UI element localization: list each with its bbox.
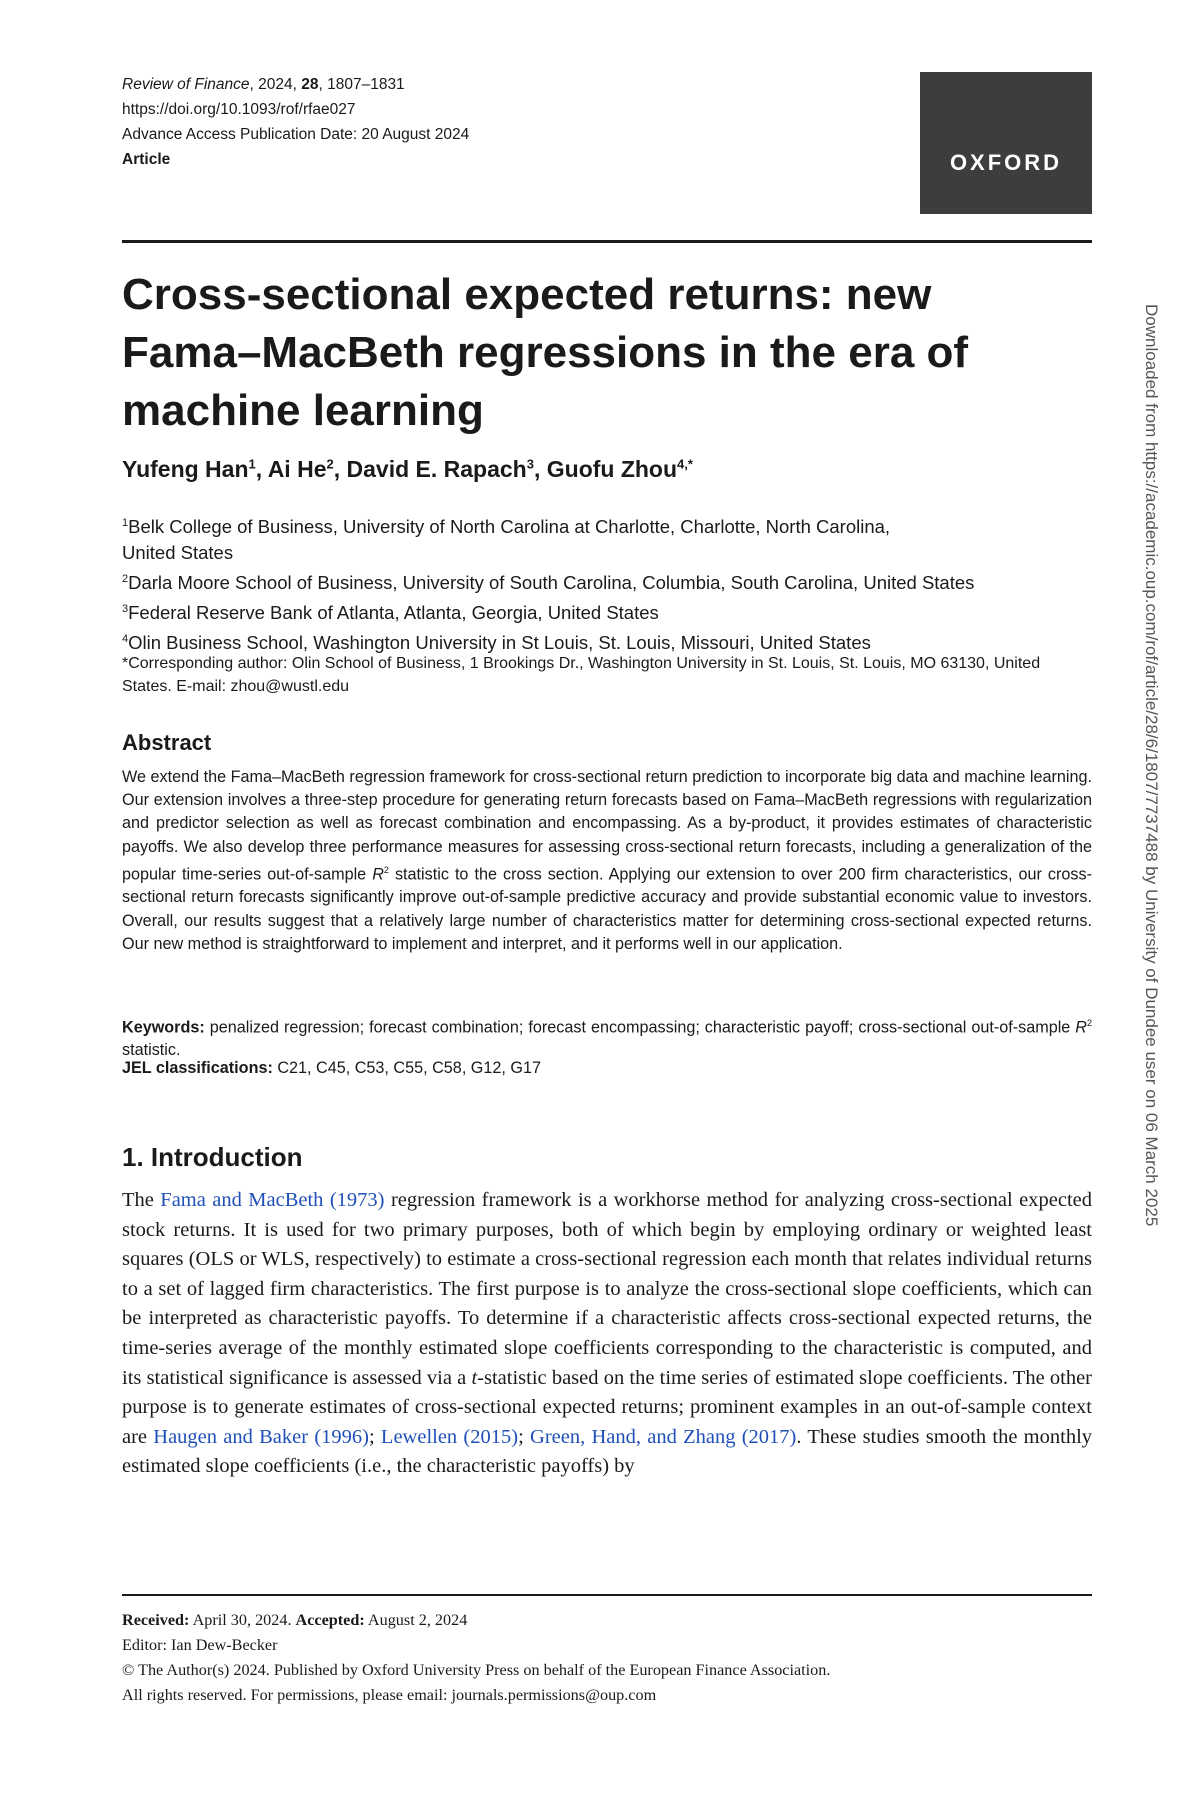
author-name[interactable]: Guofu Zhou (546, 456, 678, 482)
page-range: , 1807–1831 (318, 76, 405, 93)
jel-label: JEL classifications: (122, 1059, 273, 1077)
author-affiliation-mark: 2 (326, 456, 334, 472)
volume-year: , 2024, (249, 76, 302, 93)
copyright-line: © The Author(s) 2024. Published by Oxford University Press on behalf of the European Finance Association. (122, 1661, 831, 1679)
affiliation-continuation: United States (122, 542, 234, 564)
affiliation: $^4$Olin Business School, Washington University in St Louis, St. Louis, Missouri, United States (122, 632, 871, 654)
citation-link[interactable]: Green, Hand, and Zhang (2017) (530, 1425, 797, 1448)
author-name[interactable]: Yufeng Han (122, 456, 249, 482)
jel-classifications: JEL classifications: C21, C45, C53, C55, C58, G12, G17 (122, 1059, 541, 1077)
permissions-line: All rights reserved. For permissions, please email: journals.permissions@oup.com (122, 1686, 657, 1704)
author-affiliation-mark: 4,* (677, 456, 693, 472)
journal-name: Review of Finance (122, 76, 250, 93)
article-title: Cross-sectional expected returns: new Fama–MacBeth regressions in the era of machine learning (122, 270, 969, 435)
journal-header (122, 72, 742, 172)
affiliations (122, 510, 1082, 657)
citation-link[interactable]: Lewellen (2015) (380, 1425, 519, 1448)
author-name[interactable]: Ai He (267, 456, 327, 482)
introduction-paragraph: The Fama and MacBeth (1973) regression framework is a workhorse method for analyzing cross-sectional expected stock returns. It is used for two primary purposes, both of which begin by employing ordinary or weighted least squares (OLS or WLS, respectively) to estimate a cross-sectional regression each month that relates individual returns to a set of lagged firm characteristics. The first purpose is to analyze the cross-sectional slope coefficients, which can be interpreted as characteristic payoffs. To determine if a characteristic affects cross-sectional expected returns, the time-series average of the monthly estimated slope coefficients corresponding to the characteristic is computed, and its statistical significance is assessed via a t-statistic based on the time series of estimated slope coefficients. The other purpose is to generate estimates of cross-sectional expected returns; prominent examples in an out-of-sample context are Haugen and Baker (1996); Lewellen (2015); Green, Hand, and Zhang (2017). These studies smooth the monthly estimated slope coefficients (i.e., the characteristic payoffs) by (122, 1189, 1093, 1478)
author-affiliation-mark: 1 (248, 456, 256, 472)
affiliation: $^1$Belk College of Business, University of North Carolina at Charlotte, Charlotte, North Carolina, (122, 516, 891, 538)
oxford-logo (920, 72, 1092, 214)
keywords: Keywords: penalized regression; forecast combination; forecast encompassing; characteristic payoff; cross-sectional out-of-sample $R^2$ statistic. (122, 1018, 1092, 1060)
author-list: Yufeng Han$^1$, Ai He$^2$, David E. Rapach$^3$, Guofu Zhou$^{4,*}$ (122, 456, 693, 482)
download-watermark (1139, 304, 1163, 1484)
volume-number: 28 (301, 76, 319, 93)
citation-line (122, 72, 742, 97)
advance-access-date: Advance Access Publication Date: 20 August 2024 (122, 126, 470, 143)
editor-line: Editor: Ian Dew-Becker (122, 1636, 278, 1654)
download-watermark-text: Downloaded from https://academic.oup.com/rof/article/28/6/1807/7737488 by University of Dundee user on 06 March 2025 (1142, 304, 1161, 1227)
citation-link[interactable]: Fama and MacBeth (1973) (160, 1189, 385, 1211)
abstract-body: We extend the Fama–MacBeth regression framework for cross-sectional return prediction to incorporate big data and machine learning. Our extension involves a three-step procedure for generating return forecasts based on Fama–MacBeth regressions with regularization and predictor selection as well as forecast combination and encompassing. As a by-product, it provides estimates of characteristic payoffs. We also develop three performance measures for assessing cross-sectional return forecasts, including a generalization of the popular time-series out-of-sample $R^2$ statistic to the cross section. Applying our extension to over 200 firm characteristics, our cross-sectional return forecasts significantly improve out-of-sample predictive accuracy and provide substantial economic value to investors. Overall, our results suggest that a relatively large number of characteristics matter for determining cross-sectional expected returns. Our new method is straightforward to implement and interpret, and it performs well in our application. (122, 768, 1092, 953)
article-type: Article (122, 151, 171, 168)
author-affiliation-mark: 3 (526, 456, 534, 472)
section-heading: 1. Introduction (122, 1142, 303, 1172)
received-accepted: Received: April 30, 2024. Accepted: August 2, 2024 (122, 1611, 468, 1629)
affiliation: $^3$Federal Reserve Bank of Atlanta, Atlanta, Georgia, United States (122, 602, 659, 624)
citation-link[interactable]: Haugen and Baker (1996) (153, 1425, 369, 1448)
header-divider (122, 240, 1092, 243)
corresponding-author-note: *Corresponding author: Olin School of Business, 1 Brookings Dr., Washington University in St. Louis, St. Louis, MO 63130, United States. E-mail: zhou@wustl.edu (122, 655, 1041, 695)
doi-link[interactable]: https://doi.org/10.1093/rof/rfae027 (122, 101, 356, 118)
footer-notes (122, 1608, 1092, 1708)
logo-text: OXFORD (949, 150, 1063, 175)
footer-divider (122, 1594, 1092, 1596)
abstract-heading: Abstract (122, 730, 212, 755)
author-name[interactable]: David E. Rapach (346, 456, 527, 482)
keywords-label: Keywords: (122, 1018, 205, 1037)
affiliation: $^2$Darla Moore School of Business, University of South Carolina, Columbia, South Carolina, United States (122, 572, 975, 594)
